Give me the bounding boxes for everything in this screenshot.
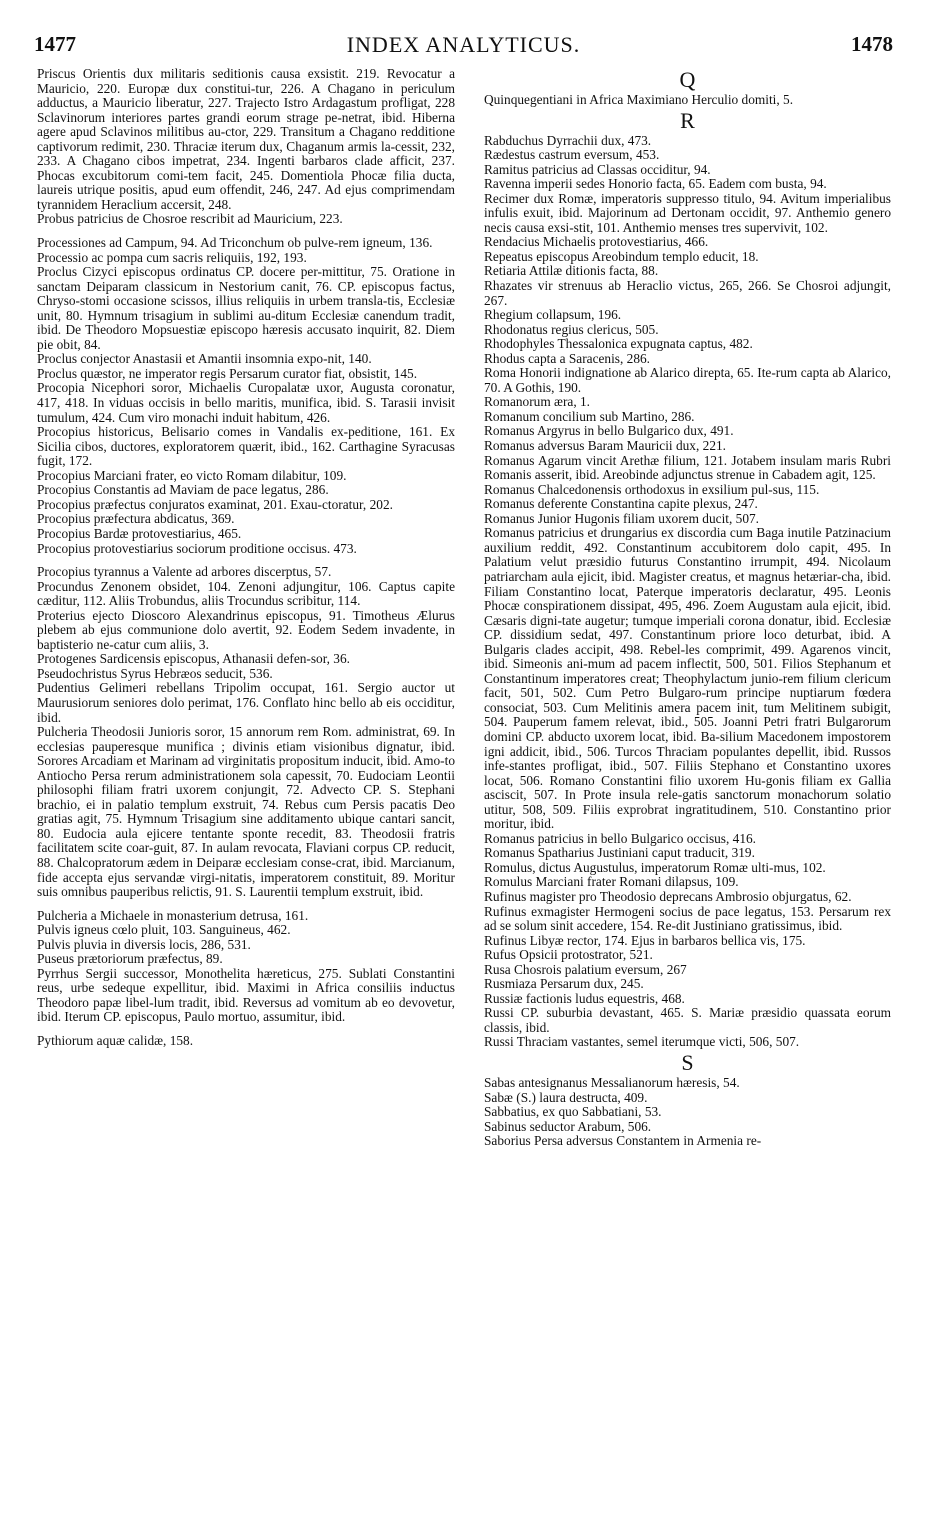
- page-title: INDEX ANALYTICUS.: [346, 32, 581, 57]
- index-entry: Retiaria Attilæ ditionis facta, 88.: [484, 263, 659, 279]
- index-entry: Pyrrhus Sergii successor, Monothelita hæreticus, 275. Sublati Constantini reus, urbe sedeque expellitur, ibid. Maximi in Africa consiliis inductus Theodoro papæ libel-lum tradit, ibid. Reversus ad vomitum ab eo devovetur, ibid. Iterum CP. episcopus, Paulo mortuo, assumitur, ibid.: [37, 965, 455, 1025]
- index-entry: Saborius Persa adversus Constantem in Armenia re-: [484, 1133, 762, 1149]
- index-entry: Probus patricius de Chosroe rescribit ad Mauricium, 223.: [37, 211, 343, 227]
- index-entry: Procopius Bardæ protovestiarius, 465.: [37, 525, 242, 541]
- index-entry: Procopia Nicephori soror, Michaelis Curopalatæ uxor, Augusta coronatur, 417, 418. In viduas occisis in bello maritis, munifica, ibid. S. Tarasii invisit tumulum, 424. Cum viro monachi induit habitum, 426.: [37, 380, 455, 425]
- index-entry: Proclus Cizyci episcopus ordinatus CP. docere per-mittitur, 75. Oratione in sanctam Deiparam classicum in Nestorium canit, 76. CP. episcopus factus, Chryso-stomi occasione scissos, illius reliquiis in urbem transla-tis, Ecclesiæ unit, 80. Hymnum trisagium in sublimi au-ditum Ecclesiæ canendum tradit, ibid. De Theodoro Mopsuestiæ episcopo hæresis accusato inquirit, 82. Diem pie obit, 84.: [37, 264, 455, 352]
- index-entry: Quinquegentiani in Africa Maximiano Herculio domiti, 5.: [484, 92, 794, 107]
- index-entry: Sabbatius, ex quo Sabbatiani, 53.: [484, 1104, 662, 1120]
- index-entry: Romulus Marciani frater Romani dilapsus, 109.: [484, 874, 739, 890]
- index-entry: Russiæ factionis ludus equestris, 468.: [484, 990, 685, 1006]
- index-entry: Proclus quæstor, ne imperator regis Persarum curator fiat, obsistit, 145.: [37, 365, 418, 381]
- index-entry: Pseudochristus Syrus Hebræos seducit, 536.: [37, 665, 273, 681]
- index-entry: Russi CP. suburbia devastant, 465. S. Mariæ præsidio quassata eorum classis, ibid.: [484, 1005, 891, 1035]
- index-entry: Romanus Spatharius Justiniani caput traducit, 319.: [484, 845, 755, 861]
- right-column: [484, 67, 891, 1149]
- index-entry: Rhodus capta a Saracenis, 286.: [484, 350, 651, 366]
- left-column: [37, 67, 455, 1049]
- index-entry: Sabas antesignanus Messalianorum hæresis, 54.: [484, 1075, 740, 1090]
- index-entry: Processiones ad Campum, 94. Ad Triconchum ob pulve-rem igneum, 136.: [37, 235, 433, 251]
- index-entry: Recimer dux Romæ, imperatoris suppresso titulo, 94. Avitum imperialibus infulis exuit, ibid. Majorinum ad Dertonam occidit, 97. Anthemio genero necis causa exsi-stit, 101. Anthemio menses tres supervivit, 102.: [484, 190, 891, 235]
- index-entry: Romanus Junior Hugonis filiam uxorem ducit, 507.: [484, 510, 760, 526]
- index-entry: Rendacius Michaelis protovestiarius, 466.: [484, 234, 709, 250]
- index-entry: Rhodonatus regius clericus, 505.: [484, 321, 659, 337]
- index-entry: Rhegium collapsum, 196.: [484, 307, 622, 323]
- index-entry: Protogenes Sardicensis episcopus, Athanasii defen-sor, 36.: [37, 651, 350, 667]
- index-entry: Pulvis igneus cœlo pluit, 103. Sanguineus, 462.: [37, 922, 291, 938]
- index-entry: Procopius historicus, Belisario comes in Vandalis ex-peditione, 161. Ex Sicilia cibos, ductores, exploratorem quærit, ibid., 162. Carthagine Syracusas fugit, 172.: [37, 424, 455, 469]
- page-header: [34, 32, 893, 62]
- index-entry: Sabæ (S.) laura destructa, 409.: [484, 1089, 648, 1105]
- index-entry: Rhodophyles Thessalonica expugnata captus, 482.: [484, 336, 753, 352]
- index-entry: Rufinus Libyæ rector, 174. Ejus in barbaros bellica vis, 175.: [484, 932, 806, 948]
- index-entry: Procopius Constantis ad Maviam de pace legatus, 286.: [37, 482, 329, 498]
- index-entry: Repeatus episcopus Areobindum templo educit, 18.: [484, 248, 759, 264]
- index-entry: Romanorum æra, 1.: [484, 394, 590, 410]
- index-entry: Procundus Zenonem obsidet, 104. Zenoni adjungitur, 106. Captus capite cæditur, 112. Aliis Trobundus, aliis Trocundus scribitur, 114.: [37, 578, 455, 609]
- index-entry: Ramitus patricius ad Classas occiditur, 94.: [484, 161, 711, 177]
- right-page-number: 1478: [851, 32, 893, 56]
- index-entry: Romanus patricius et drungarius ex discordia cum Baga inutile Patzinacium auxilium reddit, 492. Constantinum accubitorem dolo capit, 495. In Palatium velut præsidio futurus Constantino irrumpit, 494. Nicolaum patriarcham aula ejicit, ibid. Magister creatus, et magnus hetæriar-cha, ibid. Filiam Constantino locat, Paterque imperatoris declaratur, 495. Leonis Phocæ conspirationem dissipat, 495, 496. Zoem Augustam aula ejicit, ibid. Cæsaris digni-tate augetur; tumque imperiali corona donatur, ibid. Ecclesiæ CP. dissidium sedat, 497. Constantinum priore loco deturbat, ibid. A Bulgaris clades accipit, 498. Rebel-les comprimit, 499. Agarenos vincit, ibid. Simeonis ani-mum ad pacem inflectit, 500, 501. Filios Stephanum et Constantinum imperatores creat; Theophylactum junio-rem filium clericum facit, 501, 502. Cum Petro Bulgaro-rum principe nuptiarum fœdera consociat, 503. Cum Melitinis amera pacem init, tum Melitinem subigit, 504. Pauperum famem relevat, ibid., 505. Joanni Petri fratri Bulgarorum domini CP. abducto uxorem locat, ibid. Ba-silium Macedonem impostorem igni addicit, ibid., 506. Turcos Thraciam populantes depellit, ibid. Russos infe-stantes profligat, ibid., 507. Filiis Stephano et Constantino uxores locat, 506. Romano Constantini filio uxorem Hu-gonis filiam ex Gallia asciscit, 507. In Prote insula rele-gatis sanctorum monachorum solatio utitur, 508, 509. Filiis exprobrat ingratitudinem, 510. Constantino prior moritur, ibid.: [484, 525, 891, 832]
- index-entry: Rufus Opsicii protostrator, 521.: [484, 947, 653, 963]
- left-page-number: 1477: [34, 32, 76, 56]
- index-entry: Roma Honorii indignatione ab Alarico direpta, 65. Ite-rum capta ab Alarico, 70. A Gothis, 190.: [484, 365, 891, 395]
- index-entry: Rusmiaza Persarum dux, 245.: [484, 976, 644, 992]
- index-entry: Pudentius Gelimeri rebellans Tripolim occupat, 161. Sergio auctor ut Maurusiorum seniores dolo perimat, 176. Conflato hinc bello ab eis occiditur, ibid.: [37, 680, 455, 725]
- index-entry: Pulcheria a Michaele in monasterium detrusa, 161.: [37, 907, 309, 923]
- index-entry: Rufinus exmagister Hermogeni socius de pace legatus, 153. Persarum rex ad se solum sinit accedere, 154. Re-dit Justiniano gratissimus, ibid.: [484, 903, 891, 934]
- section-letter-r: R: [680, 107, 695, 133]
- index-entry: Romanum concilium sub Martino, 286.: [484, 408, 695, 424]
- index-entry: Romanus deferente Constantina capite plexus, 247.: [484, 496, 758, 512]
- index-entry: Romanus adversus Baram Mauricii dux, 221.: [484, 438, 726, 454]
- index-entry: Puseus prætoriorum præfectus, 89.: [37, 951, 223, 967]
- index-entry: Processio ac pompa cum sacris reliquiis, 192, 193.: [37, 249, 307, 265]
- index-entry: Procopius præfectura abdicatus, 369.: [37, 511, 235, 527]
- index-entry: Pulvis pluvia in diversis locis, 286, 531.: [37, 936, 251, 952]
- index-entry: Romulus, dictus Augustulus, imperatorum Romæ ulti-mus, 102.: [484, 859, 826, 875]
- index-entry: Pythiorum aquæ calidæ, 158.: [37, 1033, 194, 1048]
- index-entry: Rædestus castrum eversum, 453.: [484, 147, 660, 163]
- index-entry: Proterius ejecto Dioscoro Alexandrinus episcopus, 91. Timotheus Ælurus plebem ab ejus communione dolo avertit, 92. Eodem Sedem invadente, in baptisterio ne-catur cum aliis, 3.: [37, 607, 455, 652]
- index-entry: Sabinus seductor Arabum, 506.: [484, 1118, 652, 1134]
- index-entry: Proclus conjector Anastasii et Amantii insomnia expo-nit, 140.: [37, 351, 372, 367]
- index-entry: Ravenna imperii sedes Honorio facta, 65. Eadem com busta, 94.: [484, 176, 827, 192]
- index-entry: Romanus Chalcedonensis orthodoxus in exsilium pul-sus, 115.: [484, 481, 820, 497]
- index-entry: Procopius præfectus conjuratos examinat, 201. Exau-ctoratur, 202.: [37, 496, 393, 512]
- index-entry: Rabduchus Dyrrachii dux, 473.: [484, 132, 652, 148]
- index-entry: Rhazates vir strenuus ab Heraclio victus, 265, 266. Se Chosroi adjungit, 267.: [484, 278, 891, 308]
- index-entry: Procopius Marciani frater, eo victo Romam dilabitur, 109.: [37, 467, 347, 483]
- index-entry: Rufinus magister pro Theodosio deprecans Ambrosio objurgatus, 62.: [484, 888, 852, 904]
- index-entry: Pulcheria Theodosii Junioris soror, 15 annorum rem Rom. administrat, 69. In ecclesias pauperesque munifica ; divinis etiam visionibus dignatur, ibid. Sorores Arcadiam et Marinam ad virginitatis propositum inducit, ibid. Amo-to Antiocho Persa rerum administrationem sola capessit, 70. Eudociam Leontii philosophi filiam fratri uxorem conjungit, 72. Advecto CP. S. Stephani brachio, ei in palatio templum exstruit, 74. Rebus cum Persis pacatis Deo gratias agit, 75. Hymnum Trisagium sine additamento ubique cantari sancit, 80. Eudocia aula ejicere tentante sponte recedit, 83. Theodosii fratris facilitatem scite coar-guit, 87. In aulam revocata, Flaviani corpus CP. reducit, 88. Chalcopratorum ædem in Deiparæ ecclesiam conse-crat, ibid. Marcianum, fide accepta ejus servandæ virgi-nitatis, imperatorem constituit, 89. Moritur suis omnibus pauperibus relictis, 91. S. Laurentii templum exstruit, ibid.: [37, 724, 455, 900]
- section-letter-q: Q: [679, 67, 696, 92]
- index-entry: Romanus patricius in bello Bulgarico occisus, 416.: [484, 830, 757, 846]
- index-entry: Rusa Chosrois palatium eversum, 267: [484, 961, 687, 977]
- index-entry: Romanus Argyrus in bello Bulgarico dux, 491.: [484, 423, 734, 439]
- index-entry: Romanus Agarum vincit Arethæ filium, 121. Jotabem insulam maris Rubri Romanis asserit, ibid. Areobinde adjunctus strenue in Cabadem agit, 125.: [484, 452, 891, 483]
- index-entry: Procopius protovestiarius sociorum proditione occisus. 473.: [37, 540, 357, 556]
- section-letter-s: S: [681, 1050, 694, 1075]
- index-entry: Procopius tyrannus a Valente ad arbores discerptus, 57.: [37, 564, 332, 580]
- index-entry: Priscus Orientis dux militaris seditionis causa exsistit. 219. Revocatur a Mauricio, 220. Europæ dux constitui-tur, 226. A Chagano in periculum adductus, a Mauricio liberatur, 227. Trajecto Istro Ardagastum profligat, 228 Sclavinorum interiores partes grandi eorum strage pe-netrat, ibid. Hiberna agere apud Sclavinos militibus au-ctor, 229. Transitum a Chagano redditione captivorum redimit, 230. Thraciæ iterum dux, Chaganum armis la-cessit, 232, 233. A Chagano cibos impetrat, 234. Ingenti barbaros clade afficit, 237. Phocas excubitorum comi-tem facit, 245. Domentiola Phocæ filia ducta, laureis utrique positis, apud eum offendit, 246, 247. Ad ejus comprimendam tyrannidem Heraclium accersit, 248.: [37, 66, 455, 212]
- index-entry: Russi Thraciam vastantes, semel iterumque victi, 506, 507.: [484, 1034, 800, 1050]
